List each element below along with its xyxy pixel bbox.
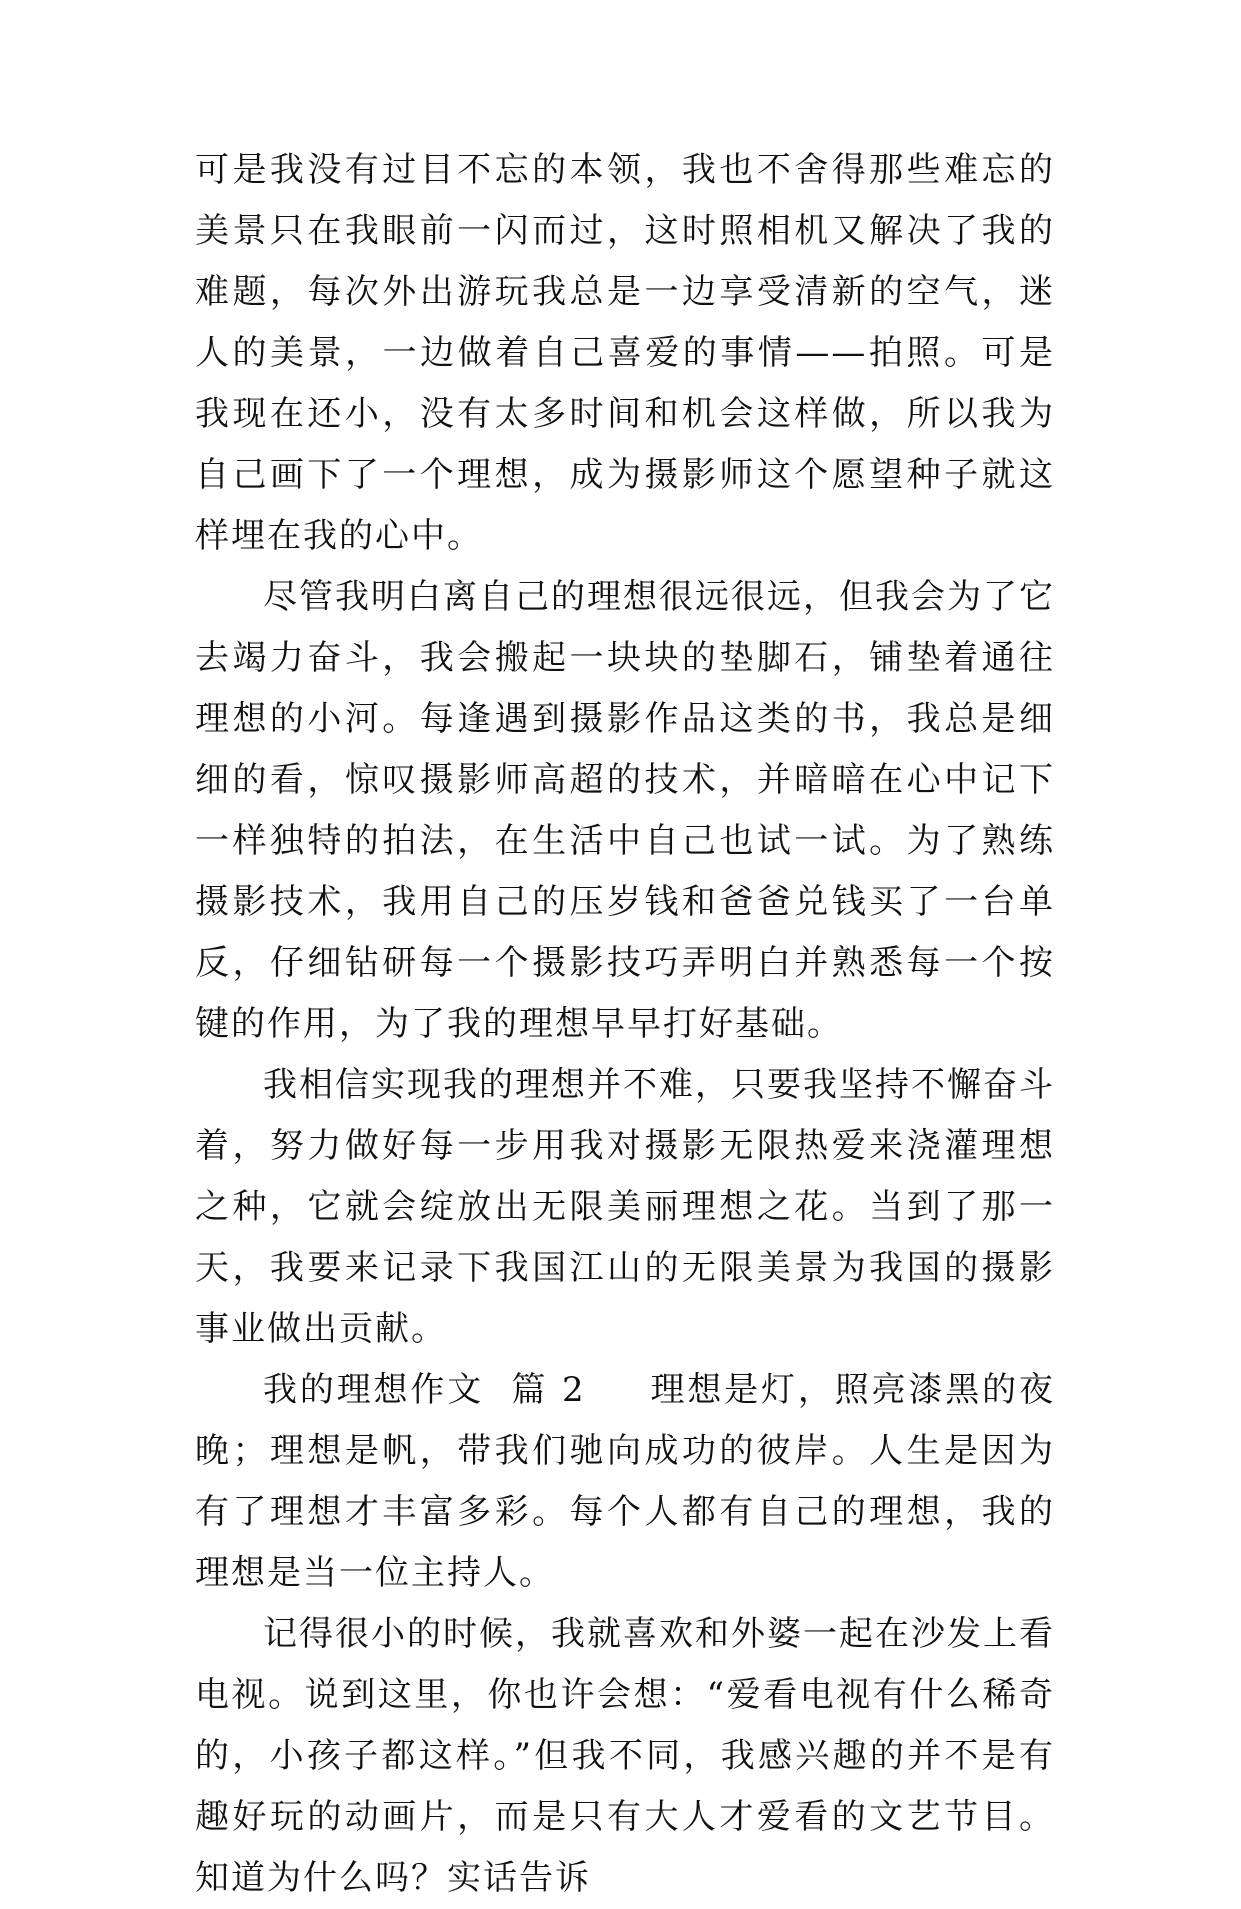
section-heading: 我的理想作文 篇 2 bbox=[263, 1370, 586, 1410]
paragraph-2: 尽管我明白离自己的理想很远很远，但我会为了它去竭力奋斗，我会搬起一块块的垫脚石，铺垫着通往理想的小河。每逢遇到摄影作品这类的书，我总是细细的看，惊叹摄影师高超的技术，并暗暗在心中记下一样独特的拍法，在生活中自己也试一试。为了熟练摄影技术，我用自己的压岁钱和爸爸兑钱买了一台单反，仔细钻研每一个摄影技巧弄明白并熟悉每一个按键的作用，为了我的理想早早打好基础。 bbox=[195, 577, 1055, 1044]
paragraph-5: 记得很小的时候，我就喜欢和外婆一起在沙发上看电视。说到这里，你也许会想：“爱看电视有什么稀奇的，小孩子都这样。”但我不同，我感兴趣的并不是有趣好玩的动画片，而是只有大人才爱看的文艺节目。知道为什么吗？实话告诉 bbox=[195, 1614, 1055, 1898]
document-page bbox=[195, 140, 1055, 1909]
paragraph-1: 可是我没有过目不忘的本领，我也不舍得那些难忘的美景只在我眼前一闪而过，这时照相机又解决了我的难题，每次外出游玩我总是一边享受清新的空气，迷人的美景，一边做着自己喜爱的事情——拍照。可是我现在还小，没有太多时间和机会这样做，所以我为自己画下了一个理想，成为摄影师这个愿望种子就这样埋在我的心中。 bbox=[195, 150, 1055, 556]
paragraph-3: 我相信实现我的理想并不难，只要我坚持不懈奋斗着，努力做好每一步用我对摄影无限热爱来浇灌理想之种，它就会绽放出无限美丽理想之花。当到了那一天，我要来记录下我国江山的无限美景为我国的摄影事业做出贡献。 bbox=[195, 1065, 1055, 1349]
paragraph-4-text: 理想是灯，照亮漆黑的夜晚；理想是帆，带我们驰向成功的彼岸。人生是因为有了理想才丰富多彩。每个人都有自己的理想，我的理想是当一位主持人。 bbox=[195, 1370, 1056, 1593]
paragraph-4 bbox=[195, 1360, 1055, 1604]
